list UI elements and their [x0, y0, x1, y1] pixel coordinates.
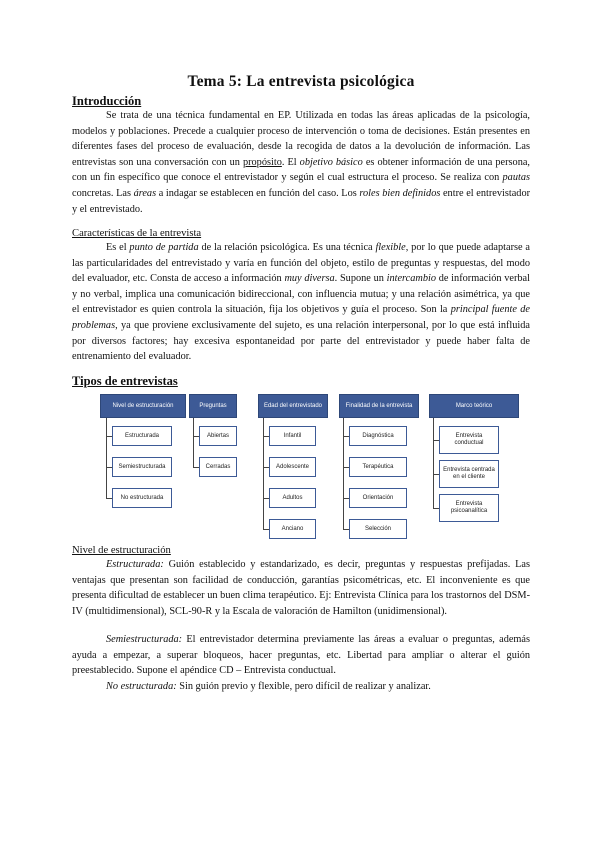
nivel-heading: Nivel de estructuración: [72, 545, 171, 556]
diagram-header-3: Edad del entrevistado: [258, 394, 328, 418]
document-title: Tema 5: La entrevista psicológica: [187, 73, 415, 90]
diagram-header-5: Marco teórico: [429, 394, 519, 418]
diagram-connector: [263, 418, 264, 529]
nivel-noestructurada-paragraph: No estructurada: Sin guión previo y flexible, pero difícil de realizar y analizar.: [106, 680, 431, 692]
diagram-item: Estructurada: [112, 426, 172, 446]
diagram-item: Abiertas: [199, 426, 237, 446]
diagram-connector: [193, 418, 194, 467]
nivel-semiestructurada-paragraph: Semiestructurada: El entrevistador determina previamente las áreas a evaluar o preguntas, además ayuda a empezar, a superar bloqueos, hacer preguntas, etc. Libertad para ampliar o alterar el guión preestablecido. Supone el apéndice CD – Entrevista conductual.: [72, 634, 530, 677]
nivel-estructurada-paragraph: Estructurada: Guión establecido y estandarizado, es decir, preguntas y respuestas prefijadas. Las ventajas que presentan son facilidad de conducción, garantías psicométricas, etc. El inconveniente es que presenta dificultad de establecer un buen clima terapéutico. Ej: Entrevista Clínica para los trastornos del DSM-IV (multidimensional), SCL-90-R y la Escala de valoración de Hamilton (unidimensional).: [72, 559, 530, 617]
intro-paragraph: Se trata de una técnica fundamental en EP. Utilizada en todas las áreas aplicadas de la psicología, modelos y poblaciones. Precede a cualquier proceso de intervención o toma de decisiones. Están presentes en diferentes fases del proceso de evaluación, desde la recogida de datos a la devolución de información. Las entrevistas son una conversación con un propósito. El objetivo básico es obtener información de una persona, con un fin específico que conoce el entrevistador y según el cual estructura el proceso. Se realiza con pautas concretas. Las áreas a indagar se establecen en función del caso. Los roles bien definidos entre el entrevistador y el entrevistado.: [72, 110, 531, 215]
diagram-header-2: Preguntas: [189, 394, 237, 418]
diagram-item: Adultos: [269, 488, 316, 508]
caracteristicas-heading: Características de la entrevista: [72, 228, 202, 239]
tipos-diagram: [24, 392, 584, 532]
diagram-connector: [106, 418, 107, 498]
diagram-item: Anciano: [269, 519, 316, 539]
caracteristicas-paragraph: Es el punto de partida de la relación psicológica. Es una técnica flexible, por lo que puede adaptarse a las particularidades del entrevistado y varía en función del objeto, estilo de preguntas y respuestas, del modo del evaluador, etc. Consta de acceso a información muy diversa. Supone un intercambio de información verbal y no verbal, implica una comunicación bidireccional, con influencia mutua; y una relación asimétrica, ya que el entrevistador es quien controla la situación, fija los objetivos y guía el proceso. Son la principal fuente de problemas, ya que proviene exclusivamente del sujeto, es una relación interpersonal, por lo que está influida por diversos factores; hay excesiva espontaneidad por parte del entrevistador y puede haber falta de entrenamiento del evaluador.: [72, 242, 531, 363]
diagram-item: No estructurada: [112, 488, 172, 508]
diagram-item: Cerradas: [199, 457, 237, 477]
diagram-header-4: Finalidad de la entrevista: [339, 394, 419, 418]
diagram-header-1: Nivel de estructuración: [100, 394, 186, 418]
diagram-item: Orientación: [349, 488, 407, 508]
diagram-item: Entrevista psicoanalítica: [439, 494, 499, 522]
diagram-item: Semiestructurada: [112, 457, 172, 477]
diagram-item: Adolescente: [269, 457, 316, 477]
diagram-connector: [343, 418, 344, 529]
diagram-item: Infantil: [269, 426, 316, 446]
diagram-connector: [433, 418, 434, 508]
tipos-heading: Tipos de entrevistas: [72, 374, 178, 388]
diagram-item: Diagnóstica: [349, 426, 407, 446]
diagram-item: Selección: [349, 519, 407, 539]
diagram-item: Entrevista conductual: [439, 426, 499, 454]
diagram-item: Terapéutica: [349, 457, 407, 477]
intro-heading: Introducción: [72, 94, 142, 108]
diagram-item: Entrevista centrada en el cliente: [439, 460, 499, 488]
